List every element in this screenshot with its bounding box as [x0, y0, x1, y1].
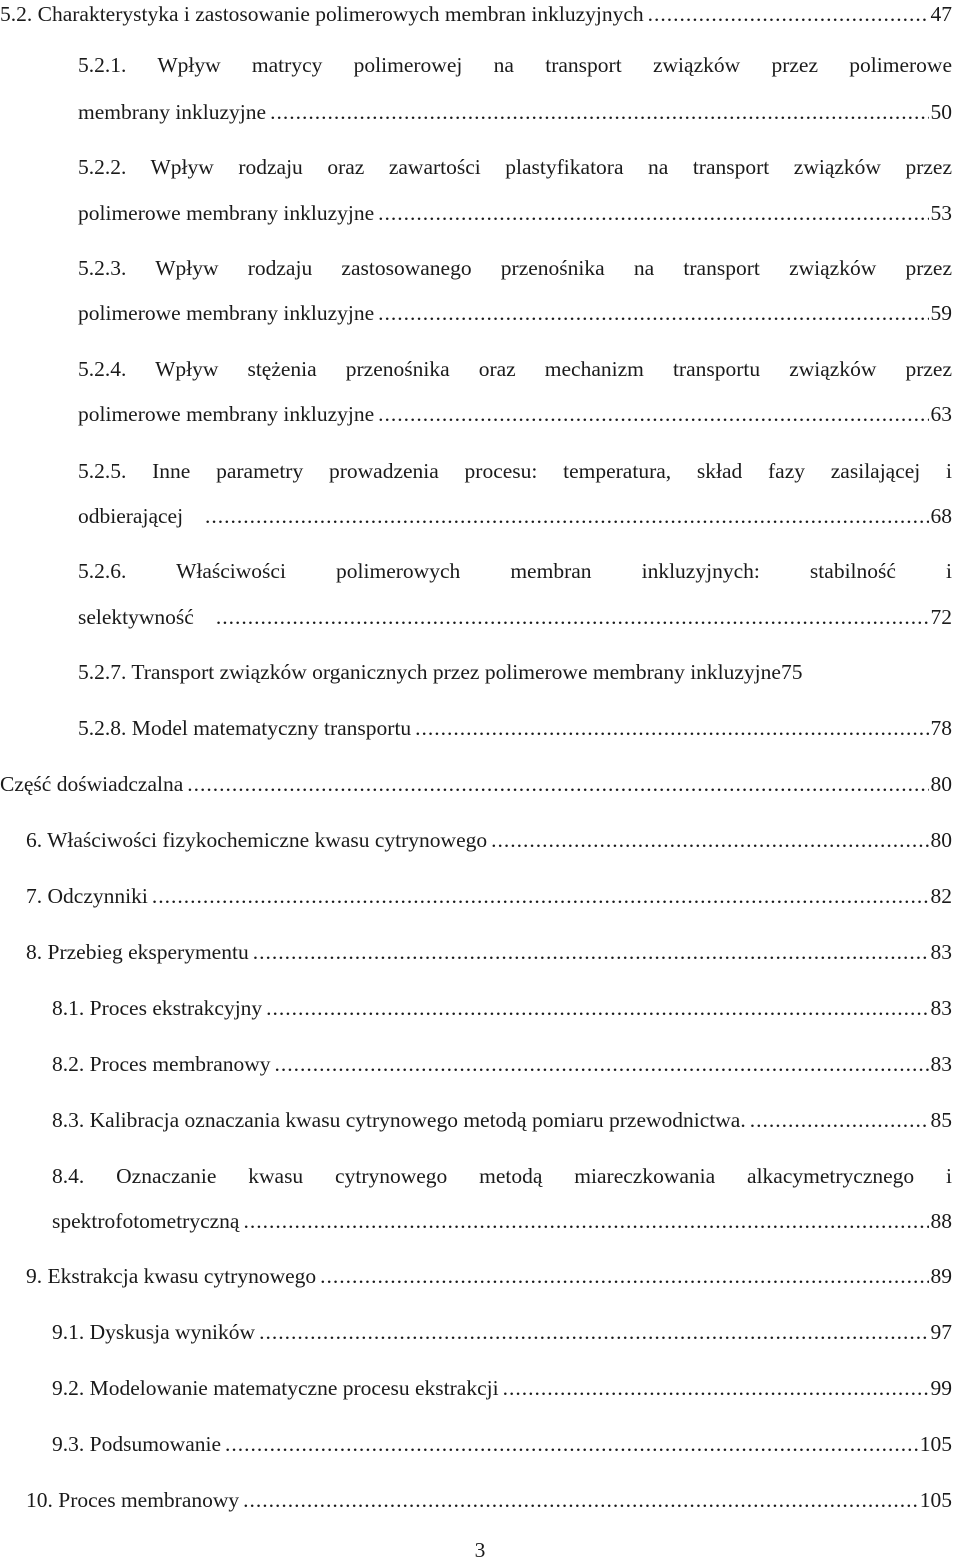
toc-leader-dots — [415, 712, 928, 744]
toc-entry[interactable] — [52, 992, 952, 1024]
toc-leader-dots — [491, 824, 928, 856]
toc-leader-dots — [320, 1260, 928, 1292]
toc-entry[interactable] — [26, 824, 952, 856]
toc-entry[interactable] — [78, 151, 952, 183]
toc-entry-label: 5.2.6. Właściwości polimerowych membran inkluzyjnych: stabilność i — [78, 559, 952, 583]
toc-entry-label: 8. Przebieg eksperymentu — [26, 940, 249, 964]
toc-entry[interactable] — [52, 1048, 952, 1080]
toc-page-number: 80 — [930, 772, 952, 796]
toc-entry-continuation[interactable] — [78, 398, 952, 430]
toc-leader-dots — [187, 768, 928, 800]
toc-leader-dots — [243, 1205, 928, 1237]
toc-entry[interactable] — [78, 353, 952, 385]
toc-entry-label: 9.3. Podsumowanie — [52, 1432, 222, 1456]
toc-entry-label: membrany inkluzyjne — [78, 100, 267, 124]
toc-leader-dots — [243, 1484, 918, 1516]
toc-leader-dots — [266, 992, 928, 1024]
toc-entry-continuation[interactable] — [52, 1205, 952, 1237]
toc-page-number: 89 — [930, 1264, 952, 1288]
toc-entry[interactable] — [52, 1372, 952, 1404]
toc-entry[interactable] — [52, 1316, 952, 1348]
toc-entry-label: 8.1. Proces ekstrakcyjny — [52, 996, 263, 1020]
toc-page-number: 75 — [780, 660, 803, 684]
toc-entry-label: polimerowe membrany inkluzyjne — [78, 201, 375, 225]
toc-page-number: 105 — [919, 1432, 952, 1456]
toc-entry-label: odbierającej — [78, 504, 184, 528]
toc-entry-label: selektywność — [78, 605, 194, 629]
toc-page-number: 85 — [930, 1108, 952, 1132]
toc-entry-label: 5.2.7. Transport związków organicznych przez polimerowe membrany inkluzyjne — [78, 660, 781, 684]
toc-entry-label: Część doświadczalna — [0, 772, 184, 796]
toc-leader-dots — [648, 0, 929, 30]
toc-leader-dots — [750, 1104, 929, 1136]
toc-leader-dots — [253, 936, 929, 968]
toc-page-number: 68 — [930, 504, 952, 528]
toc-leader-dots — [216, 601, 929, 633]
toc-entry[interactable] — [52, 1428, 952, 1460]
toc-entry[interactable] — [78, 49, 952, 81]
toc-entry-label: 5.2.4. Wpływ stężenia przenośnika oraz mechanizm transportu związków przez — [78, 357, 952, 381]
toc-entry-continuation[interactable] — [78, 297, 952, 329]
toc-entry-label: 5.2. Charakterystyka i zastosowanie polimerowych membran inkluzyjnych — [0, 2, 644, 26]
toc-entry-label: 8.4. Oznaczanie kwasu cytrynowego metodą miareczkowania alkacymetrycznego i — [52, 1164, 953, 1188]
toc-entry-label: 9. Ekstrakcja kwasu cytrynowego — [26, 1264, 317, 1288]
toc-leader-dots — [225, 1428, 918, 1460]
page-footer-number: 3 — [474, 1538, 486, 1562]
toc-entry-label: polimerowe membrany inkluzyjne — [78, 301, 375, 325]
toc-entry-label: 8.3. Kalibracja oznaczania kwasu cytrynowego metodą pomiaru przewodnictwa. — [52, 1108, 746, 1132]
toc-page-number: 88 — [930, 1209, 952, 1233]
toc-leader-dots — [275, 1048, 929, 1080]
toc-entry[interactable] — [78, 555, 952, 587]
toc-entry-continuation[interactable] — [78, 500, 952, 532]
toc-entry[interactable] — [78, 455, 952, 487]
toc-page-number: 59 — [930, 301, 952, 325]
toc-entry-label: 9.2. Modelowanie matematyczne procesu ekstrakcji — [52, 1376, 499, 1400]
toc-entry-label: 5.2.8. Model matematyczny transportu — [78, 716, 412, 740]
toc-leader-dots — [259, 1316, 928, 1348]
toc-page-number: 99 — [930, 1376, 952, 1400]
toc-leader-dots — [378, 398, 928, 430]
toc-entry[interactable] — [78, 252, 952, 284]
toc-leader-dots — [503, 1372, 929, 1404]
toc-entry[interactable] — [78, 712, 952, 744]
toc-entry-label: 10. Proces membranowy — [26, 1488, 240, 1512]
toc-entry-label: 5.2.3. Wpływ rodzaju zastosowanego przenośnika na transport związków przez — [78, 256, 952, 280]
toc-page-number: 53 — [930, 201, 952, 225]
toc-entry[interactable] — [0, 0, 952, 30]
toc-leader-dots — [378, 197, 928, 229]
toc-page-number: 50 — [930, 100, 952, 124]
toc-page-number: 80 — [930, 828, 952, 852]
toc-entry-label: 5.2.1. Wpływ matrycy polimerowej na transport związków przez polimerowe — [78, 53, 952, 77]
toc-leader-dots — [270, 96, 928, 128]
toc-leader-dots — [205, 500, 928, 532]
toc-entry[interactable] — [26, 1260, 952, 1292]
toc-leader-dots — [378, 297, 928, 329]
toc-entry-continuation[interactable] — [78, 96, 952, 128]
toc-entry-label: spektrofotometryczną — [52, 1209, 240, 1233]
toc-entry-label: 8.2. Proces membranowy — [52, 1052, 271, 1076]
toc-entry-label: 7. Odczynniki — [26, 884, 148, 908]
toc-page-number: 72 — [930, 605, 952, 629]
toc-entry[interactable] — [26, 1484, 952, 1516]
toc-page-number: 105 — [919, 1488, 952, 1512]
toc-entry-label: 5.2.5. Inne parametry prowadzenia procesu: temperatura, skład fazy zasilającej i — [78, 459, 952, 483]
toc-entry[interactable] — [52, 1104, 952, 1136]
toc-entry-continuation[interactable] — [78, 601, 952, 633]
toc-entry[interactable] — [52, 1160, 952, 1192]
toc-page-number: 83 — [930, 996, 952, 1020]
toc-entry[interactable] — [0, 768, 952, 800]
toc-entry[interactable] — [26, 880, 952, 912]
toc-page-number: 63 — [930, 402, 952, 426]
toc-page-number: 78 — [930, 716, 952, 740]
toc-entry-label: polimerowe membrany inkluzyjne — [78, 402, 375, 426]
toc-entry-label: 5.2.2. Wpływ rodzaju oraz zawartości plastyfikatora na transport związków przez — [78, 155, 952, 179]
toc-page-number: 83 — [930, 940, 952, 964]
toc-entry-continuation[interactable] — [78, 197, 952, 229]
toc-page-number: 83 — [930, 1052, 952, 1076]
toc-entry[interactable] — [78, 656, 952, 688]
toc-page-number: 97 — [930, 1320, 952, 1344]
toc-entry-label: 9.1. Dyskusja wyników — [52, 1320, 256, 1344]
toc-entry[interactable] — [26, 936, 952, 968]
toc-entry-label: 6. Właściwości fizykochemiczne kwasu cytrynowego — [26, 828, 488, 852]
toc-page-number: 47 — [930, 2, 952, 26]
toc-page-number: 82 — [930, 884, 952, 908]
toc-leader-dots — [152, 880, 929, 912]
